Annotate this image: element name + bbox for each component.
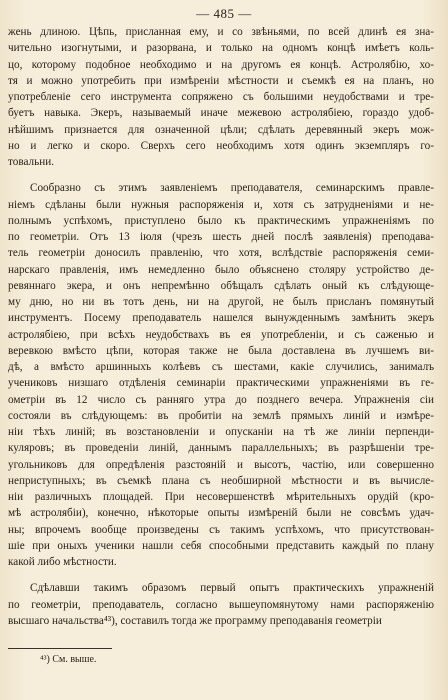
paragraph: [8, 180, 434, 570]
text-line: ніемъ сдѣланы были нужныя распоряженія и, хотя съ затрудненіями и не-: [8, 198, 434, 211]
text-line: нарскаго правленія, имъ немедленно было объяснено столяру устройство де-: [8, 263, 434, 276]
text-line: употребленіе сего инструмента сопряжено съ большими неудобствами и тре-: [8, 91, 434, 103]
text-line: куляровъ; въ проведеніи линій, даннымъ параллельныхъ; въ разрѣшеніи тре-: [8, 442, 434, 455]
text-line: по геометріи. Отъ 13 іюля (чрезъ шесть дней послѣ заявленія) преподава-: [8, 231, 434, 243]
text-line: ометріи въ 12 число съ ранняго утра до позднего вечера. Упражненія сіи: [8, 393, 434, 406]
text-line: чительно изогнутыми, и разорвана, и только на одномъ концѣ имѣетъ коль-: [8, 42, 434, 55]
text-line: дѣ, а вмѣсто аршинныхъ колѣевъ съ шестами, какіе случились, занималъ: [8, 361, 434, 373]
paragraph-gap: [8, 570, 434, 580]
text-line: ревяннаго экера, и онъ непремѣнно обѣщалъ сдѣлать оный къ слѣдующе-: [8, 279, 434, 292]
text-line: учениковъ низшаго отдѣленія семинаріи практическими упражненіями въ ге-: [8, 377, 434, 390]
body-text: [8, 24, 434, 629]
footnote-rule: [8, 648, 112, 649]
text-line: высшаго начальства⁴³), составилъ тогда же программу преподаванія геометріи: [8, 614, 382, 627]
page-number: — 485 —: [196, 6, 252, 21]
paragraph: [8, 580, 434, 629]
text-line: ніи тѣхъ линій; въ возстановленіи и опусканіи на тѣ же линіи перпенди-: [8, 426, 434, 438]
text-line: астролябіею, при всѣхъ неудобствахъ въ ея употребленіи, и съ саженью и: [8, 328, 434, 341]
paragraph-gap: [8, 170, 434, 180]
text-line: мѣ астролябіи), конечно, нѣкоторые опыты измѣреній были не совсѣмъ удач-: [8, 507, 434, 520]
text-line: ны; впрочемъ вообще произведены съ такимъ успѣхомъ, что присутствован-: [8, 523, 434, 536]
text-line: тель геометріи доносилъ правленію, что хотя, вслѣдствіе распоряженія семи-: [8, 247, 434, 260]
text-line: но и легко и скоро. Сверхъ сего необходимъ хотя одинъ экземпляръ го-: [8, 139, 434, 152]
text-line: шіе при оныхъ ученики нашли себя способными представить каждый по плану: [8, 539, 434, 552]
text-line: цо, которому подобное необходимо и на другомъ ея концѣ. Астролябію, хо-: [8, 58, 434, 71]
text-line: инструментъ. Посему преподаватель нашелся вынужденнымъ замѣнить экеръ: [8, 312, 434, 325]
text-line: по геометріи, преподаватель, согласно вышеупомянутому нами распоряженію: [8, 598, 434, 611]
text-line: ніи различныхъ площадей. При несовершенствѣ мѣрительныхъ орудій (кро-: [8, 491, 434, 503]
text-line: полнымъ успѣхомъ, приступлено было къ практическимъ упражненіямъ по: [8, 214, 434, 227]
text-line: буетъ навыка. Экеръ, называемый иначе межевою астролябіею, гораздо удоб-: [8, 107, 434, 120]
text-line: товальни.: [8, 156, 54, 168]
paragraph: [8, 24, 434, 170]
text-line: жень длиною. Цѣпь, присланная ему, и со звѣньями, по всей длинѣ ея зна-: [8, 26, 434, 38]
text-line: нѣйшимъ признается для означенной цѣли; сдѣлать деревянный экеръ мож-: [8, 123, 434, 136]
text-line: веревкою вмѣсто цѣпи, которая также не была доставлена въ лучшемъ ви-: [8, 344, 434, 357]
text-line: Сообразно съ этимъ заявленіемъ преподавателя, семинарскимъ правле-: [30, 182, 434, 195]
text-line: тя и можно употребить при измѣреніи мѣстности и съемкѣ ея на планъ, но: [8, 74, 434, 87]
footnote: ⁴³) См. выше.: [40, 654, 97, 665]
text-line: угольниковъ для опредѣленія разстояній и высотъ, частію, или совершенно: [8, 458, 434, 471]
text-line: Сдѣлавши такимъ образомъ первый опытъ практическихъ упражненій: [30, 582, 434, 595]
text-line: неприступныхъ; въ съемкѣ плана съ необширной мѣстности и въ вычисле-: [8, 474, 434, 487]
text-line: какой либо мѣстности.: [8, 556, 117, 568]
text-line: му дню, но ни въ тотъ день, ни на другой, не былъ присланъ помянутый: [8, 296, 434, 308]
text-line: состояли въ слѣдующемъ: въ пробитіи на землѣ прямыхъ линій и измѣре-: [8, 409, 434, 422]
